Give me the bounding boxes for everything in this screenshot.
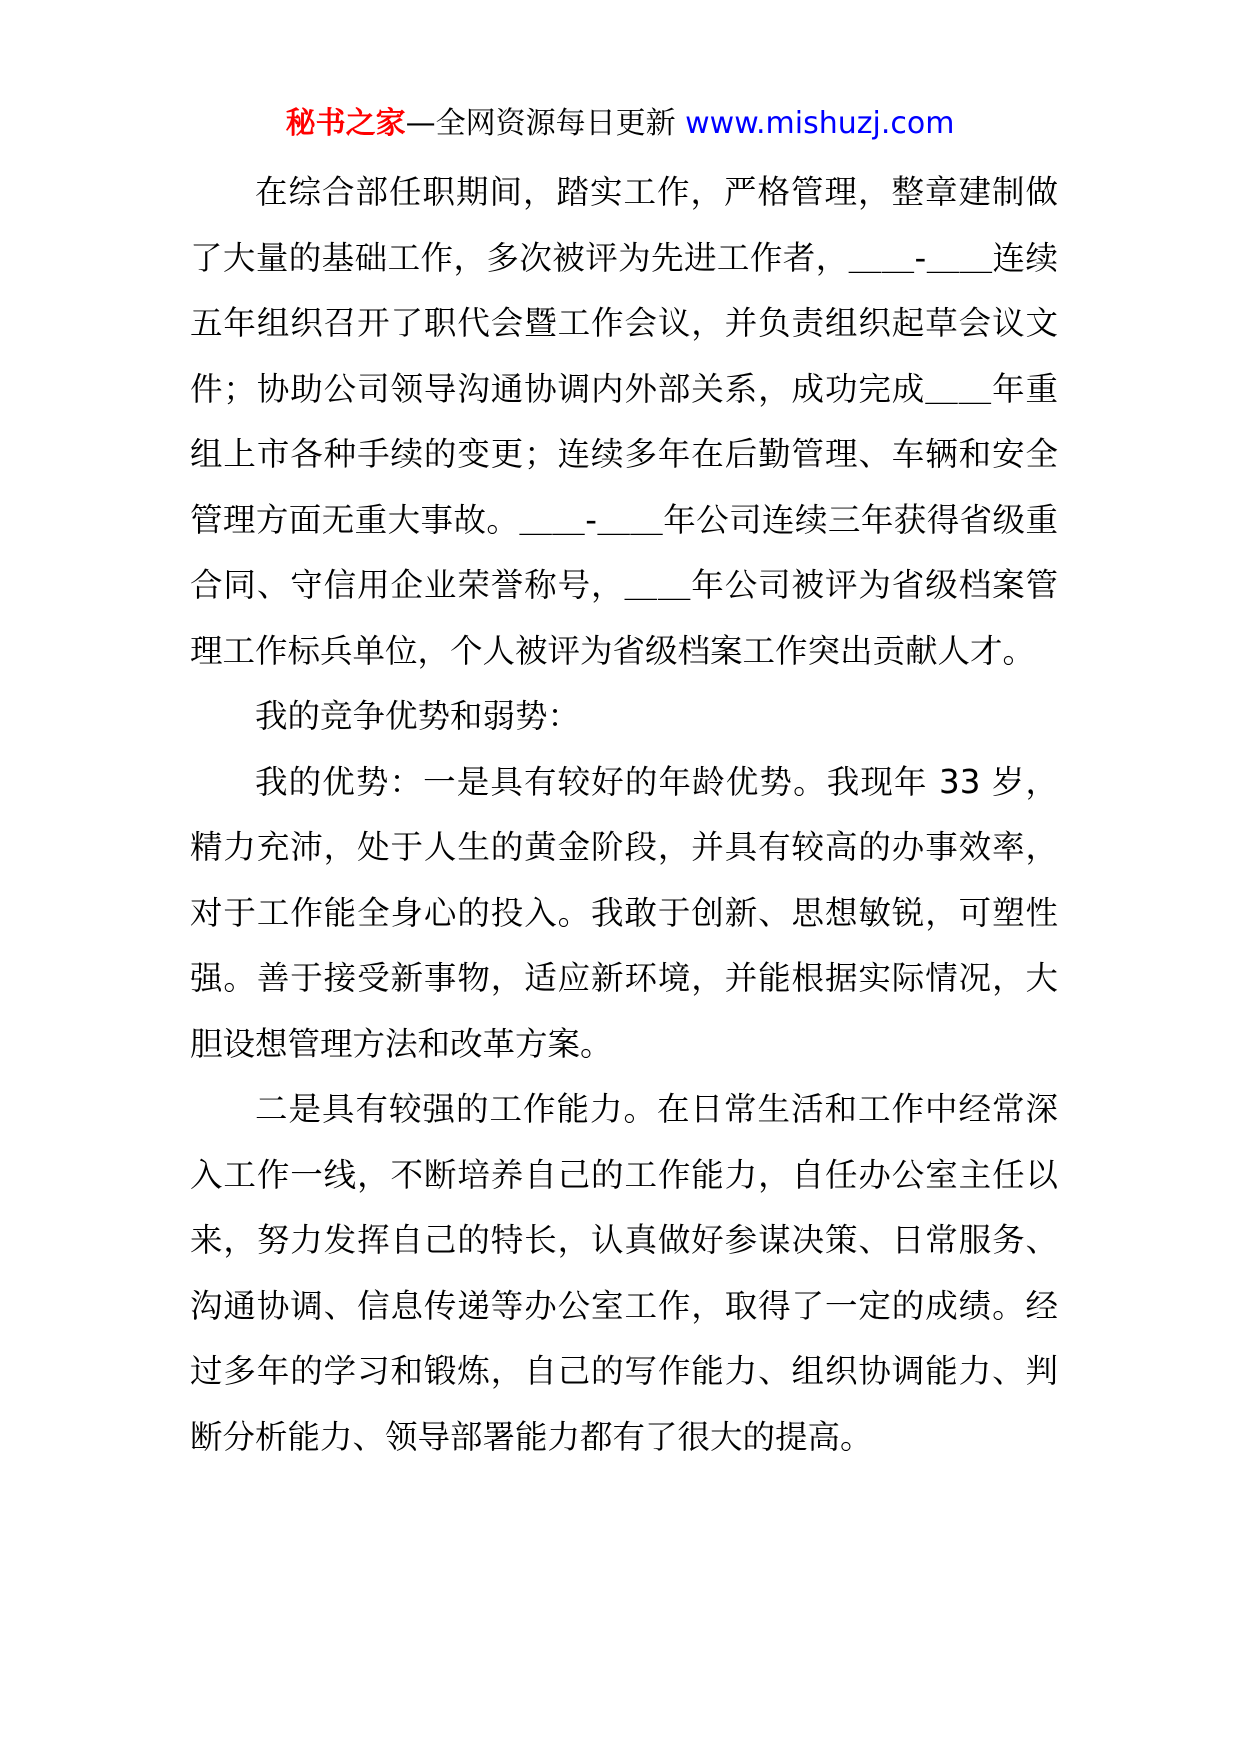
- paragraph-advantage-age: 我的优势：一是具有较好的年龄优势。我现年 33 岁，精力充沛，处于人生的黄金阶段，并具有较高的办事效率，对于工作能全身心的投入。我敢于创新、思想敏锐，可塑性强。善于接受新事物，适应新环境，并能根据实际情况，大胆设想管理方法和改革方案。: [190, 762, 1058, 1063]
- site-url-link[interactable]: www.mishuzj.com: [685, 106, 955, 141]
- page-header: [0, 100, 1240, 148]
- document-body: [190, 160, 1058, 1470]
- paragraph-section-heading: 我的竞争优势和弱势：: [255, 697, 581, 735]
- paragraph-work-history: 在综合部任职期间，踏实工作，严格管理，整章建制做了大量的基础工作，多次被评为先进工作者，＿＿-＿＿连续五年组织召开了职代会暨工作会议，并负责组织起草会议文件；协助公司领导沟通协调内外部关系，成功完成＿＿年重组上市各种手续的变更；连续多年在后勤管理、车辆和安全管理方面无重大事故。＿＿-＿＿年公司连续三年获得省级重合同、守信用企业荣誉称号，＿＿年公司被评为省级档案管理工作标兵单位，个人被评为省级档案工作突出贡献人才。: [190, 173, 1058, 670]
- paragraph-advantage-ability: 二是具有较强的工作能力。在日常生活和工作中经常深入工作一线，不断培养自己的工作能力，自任办公室主任以来，努力发挥自己的特长，认真做好参谋决策、日常服务、沟通协调、信息传递等办公室工作，取得了一定的成绩。经过多年的学习和锻炼，自己的写作能力、组织协调能力、判断分析能力、领导部署能力都有了很大的提高。: [190, 1090, 1058, 1456]
- site-slogan: —全网资源每日更新: [405, 106, 676, 141]
- site-brand: 秘书之家: [285, 106, 406, 141]
